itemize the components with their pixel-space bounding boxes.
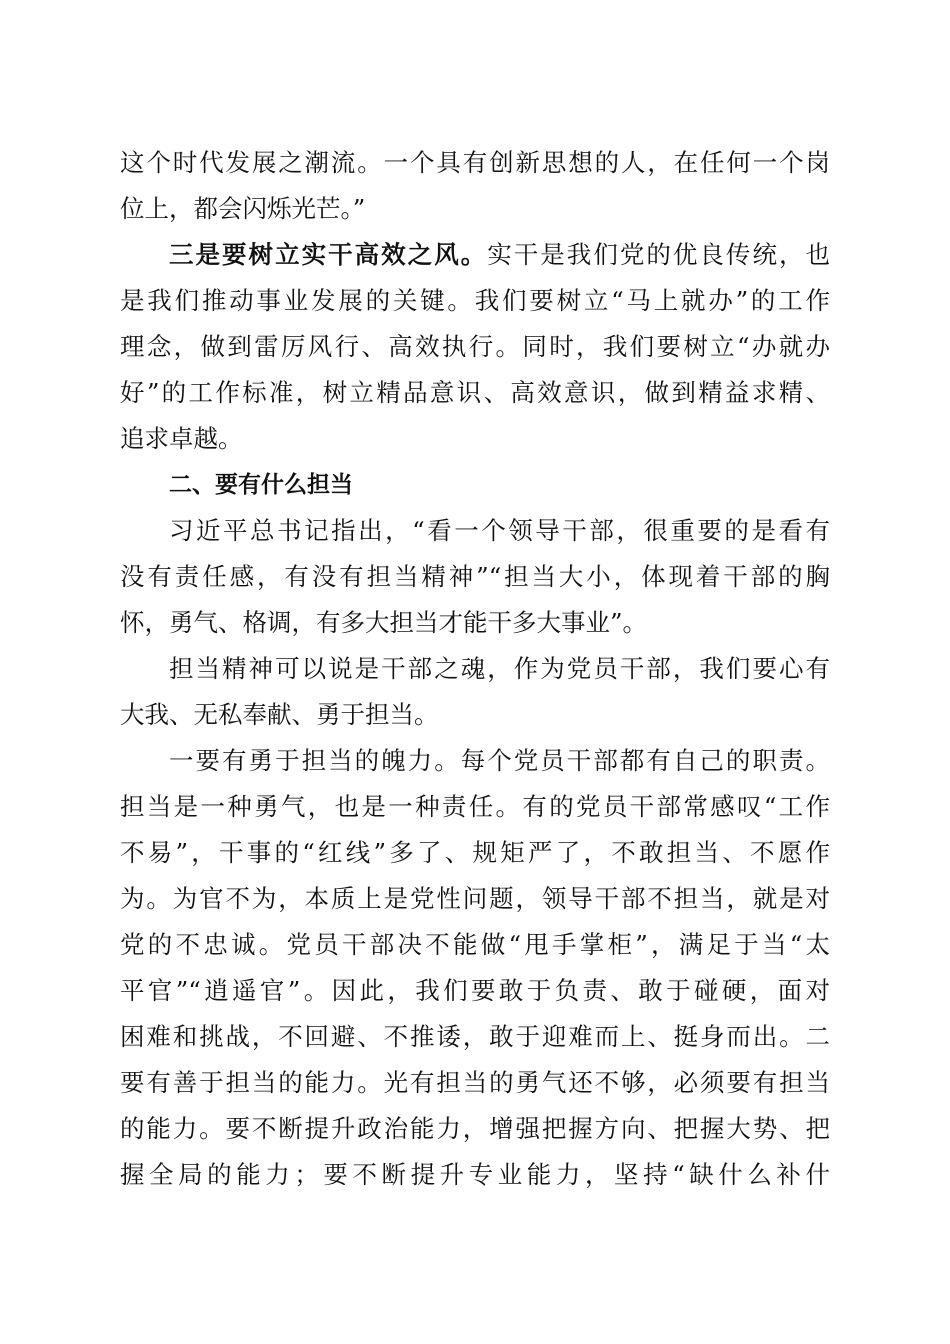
paragraph-point-three: [120, 232, 830, 278]
text-line: 追求卓越。: [120, 424, 243, 453]
text-line: 是我们推动事业发展的关键。我们要树立“马上就办”的工作: [120, 286, 830, 315]
text-line: 这个时代发展之潮流。一个具有创新思想的人，在任何一个岗: [120, 148, 830, 177]
text-line: 理念，做到雷厉风行、高效执行。同时，我们要树立“办就办: [120, 332, 830, 361]
text-line: 握全局的能力；要不断提升专业能力，坚持“缺什么补什: [120, 1160, 830, 1189]
text-line: 怀，勇气、格调，有多大担当才能干多大事业”。: [120, 608, 648, 637]
text-line: 好”的工作标准，树立精品意识、高效意识，做到精益求精、: [120, 378, 830, 407]
text-line: 要有善于担当的能力。光有担当的勇气还不够，必须要有担当: [120, 1068, 830, 1097]
text-line: 大我、无私奉献、勇于担当。: [120, 700, 439, 729]
text-line: 的能力。要不断提升政治能力，增强把握方向、把握大势、把: [120, 1114, 830, 1143]
text-line: 一要有勇于担当的魄力。每个党员干部都有自己的职责。: [169, 746, 830, 775]
text-line: 困难和挑战，不回避、不推诿，敢于迎难而上、挺身而出。二: [120, 1022, 830, 1051]
text-line: 不易”，干事的“红线”多了、规矩严了，不敢担当、不愿作: [120, 838, 830, 867]
text-line: 担当精神可以说是干部之魂，作为党员干部，我们要心有: [169, 654, 830, 683]
text-line: 为。为官不为，本质上是党性问题，领导干部不担当，就是对: [120, 884, 830, 913]
text-line: 实干是我们党的优良传统，也: [487, 240, 830, 269]
paragraph-lead: 三是要树立实干高效之风。: [169, 240, 488, 269]
text-line: 平官”“逍遥官”。因此，我们要敢于负责、敢于碰硬，面对: [120, 976, 830, 1005]
text-line: 党的不忠诚。党员干部决不能做“甩手掌柜”，满足于当“太: [120, 930, 830, 959]
text-line: 担当是一种勇气，也是一种责任。有的党员干部常感叹“工作: [120, 792, 830, 821]
text-line: 没有责任感，有没有担当精神”“担当大小，体现着干部的胸: [120, 562, 830, 591]
document-body: [120, 140, 830, 1198]
section-heading: 二、要有什么担当: [169, 472, 353, 498]
text-line: 位上，都会闪烁光芒。”: [120, 194, 366, 223]
text-line: 习近平总书记指出，“看一个领导干部，很重要的是看有: [169, 516, 830, 545]
